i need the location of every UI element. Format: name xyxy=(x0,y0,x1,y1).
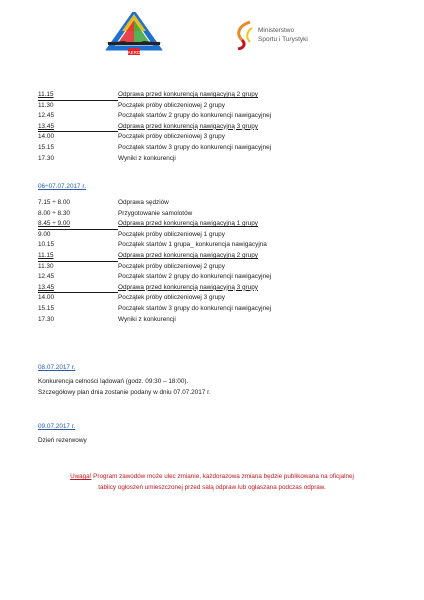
schedule-description: Odprawa przed konkurencją nawigacyjną 3 grupy xyxy=(118,283,258,291)
notice-line-2: tablicy ogłoszeń umieszczonej przed salą odpraw lub ogłaszana podczas odpraw. xyxy=(98,483,326,491)
day3-line-2: Szczegółowy plan dnia zostanie podany w dniu 07.07.2017 r. xyxy=(38,388,211,396)
schedule-description: Początek startów 2 grupy do konkurencji nawigacyjnej xyxy=(118,273,272,281)
schedule-time: 11.30 xyxy=(38,101,54,109)
schedule-description: Początek startów 1 grupa_ konkurencja nawigacyjna xyxy=(118,241,267,249)
ministry-name xyxy=(258,26,308,44)
date-heading-day4: 09.07.2017 r. xyxy=(38,423,76,430)
schedule-time: 15.15 xyxy=(38,143,54,151)
day3-text xyxy=(38,377,211,398)
schedule-description: Wyniki z konkurencji xyxy=(118,315,176,323)
date-heading-day2: 06÷07.07.2017 r. xyxy=(38,183,86,190)
schedule-description: Odprawa przed konkurencją nawigacyjną 2 grupy xyxy=(118,251,258,259)
aero-club-logo xyxy=(104,12,164,58)
schedule-time: 14.00 xyxy=(38,133,54,141)
schedule-description: Przygotowanie samolotów xyxy=(118,209,193,217)
schedule-description: Początek próby obliczeniowej 3 grupy xyxy=(118,133,225,141)
schedule-time: 7.15 ÷ 8.00 xyxy=(38,199,70,206)
schedule-time: 14.00 xyxy=(38,294,54,302)
schedule-time: 13.45 xyxy=(38,122,54,130)
notice-paragraph xyxy=(20,472,404,493)
day4-line-1: Dzień rezerwowy xyxy=(38,437,87,444)
schedule-description: Początek startów 3 grupy do konkurencji nawigacyjnej xyxy=(118,304,272,312)
schedule-description: Odprawa przed konkurencją nawigacyjną 2 grupy xyxy=(118,91,258,98)
schedule-description: Początek startów 2 grupy do konkurencji nawigacyjnej xyxy=(118,112,272,120)
schedule-time: 17.30 xyxy=(38,315,54,323)
schedule-time: 15.15 xyxy=(38,304,54,312)
schedule-description: Początek próby obliczeniowej 2 grupy xyxy=(118,101,225,109)
date-heading-day3: 08.07.2017 r. xyxy=(38,364,76,371)
schedule-description: Wyniki z konkurencji xyxy=(118,154,176,162)
logo-lettering: AERO xyxy=(127,50,141,55)
ministry-logo-icon xyxy=(232,20,256,50)
schedule-description: Odprawa przed konkurencją nawigacyjną 1 grupy xyxy=(118,220,258,228)
schedule-time: 8.00 ÷ 8.30 xyxy=(38,209,70,217)
notice-warning-label: Uwaga! xyxy=(70,473,92,480)
schedule-description: Odprawa sędziów xyxy=(118,199,169,206)
schedule-description: Odprawa przed konkurencją nawigacyjną 3 grupy xyxy=(118,122,258,130)
schedule-time: 8.45 ÷ 9.00 xyxy=(38,220,70,228)
schedule-description: Początek próby obliczeniowej 3 grupy xyxy=(118,294,225,302)
notice-line-1: Program zawodów może ulec zmianie, każdorazowa zmiana będzie publikowana na oficjalnej xyxy=(91,473,354,480)
schedule-time: 12.45 xyxy=(38,273,54,281)
schedule-description: Początek startów 3 grupy do konkurencji nawigacyjnej xyxy=(118,143,272,151)
schedule-time: 11.30 xyxy=(38,262,54,270)
schedule-time: 11.15 xyxy=(38,91,54,98)
schedule-time: 17.30 xyxy=(38,154,54,162)
schedule-time: 9.00 xyxy=(38,230,51,238)
schedule-time: 13.45 xyxy=(38,283,54,291)
day4-text xyxy=(38,436,87,447)
schedule-time: 11.15 xyxy=(38,251,54,259)
schedule-description: Początek próby obliczeniowej 1 grupy xyxy=(118,230,225,238)
schedule-time: 10.15 xyxy=(38,241,54,249)
ministry-line-2: Sportu i Turystyki xyxy=(258,36,308,43)
ministry-line-1: Ministerstwo xyxy=(258,27,295,34)
schedule-time: 12.45 xyxy=(38,112,54,120)
schedule-description: Początek próby obliczeniowej 2 grupy xyxy=(118,262,225,270)
day3-line-1: Konkurencja celności lądowań (godz. 09:30 – 18:00). xyxy=(38,378,189,385)
